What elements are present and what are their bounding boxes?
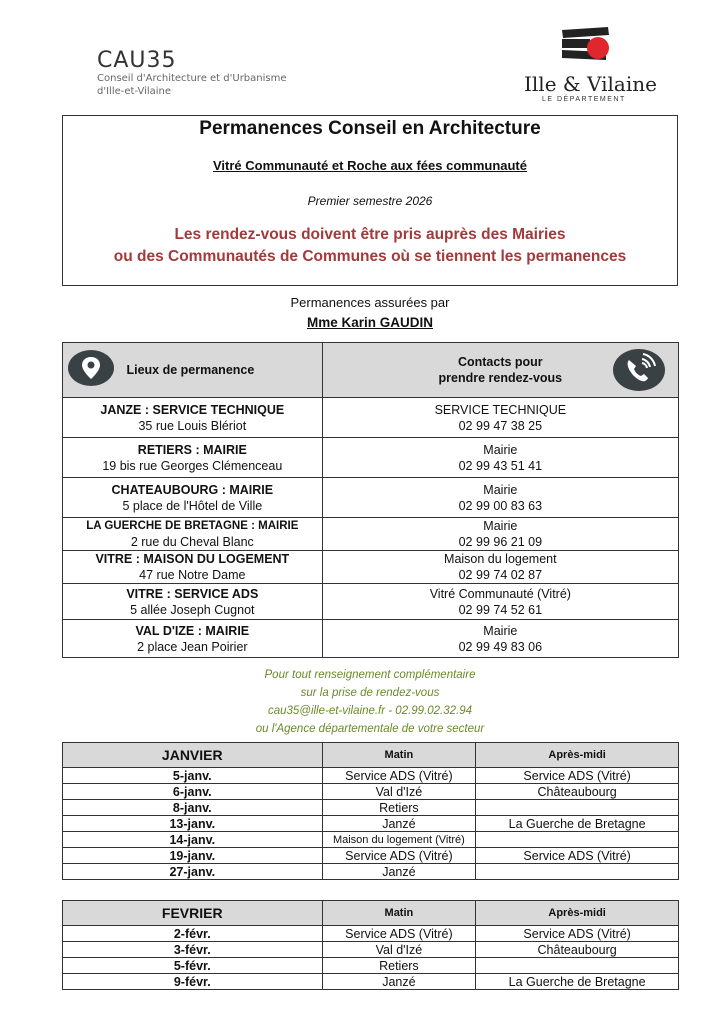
matin: Retiers xyxy=(322,800,476,816)
contact-phone: 02 99 74 52 61 xyxy=(458,602,543,617)
month-title: FEVRIER xyxy=(63,901,323,926)
contact-name: Vitré Communauté (Vitré) xyxy=(429,586,571,601)
matin: Val d'Izé xyxy=(322,784,476,800)
schedule-row xyxy=(63,864,679,880)
day: 6-janv. xyxy=(63,784,323,800)
day: 14-janv. xyxy=(63,832,323,848)
day: 27-janv. xyxy=(63,864,323,880)
schedule-row xyxy=(63,816,679,832)
place-name: JANZE : SERVICE TECHNIQUE xyxy=(100,402,285,417)
place-name: CHATEAUBOURG : MAIRIE xyxy=(111,482,274,497)
apres-midi: Châteaubourg xyxy=(476,784,679,800)
place-address: 2 rue du Cheval Blanc xyxy=(130,535,254,549)
contact-name: Mairie xyxy=(483,482,518,497)
contact-phone: 02 99 96 21 09 xyxy=(458,535,543,549)
february-header-row xyxy=(63,901,679,926)
place-name: VAL D'IZE : MAIRIE xyxy=(135,623,250,638)
contact-row xyxy=(63,620,679,658)
col-matin: Matin xyxy=(322,901,476,926)
matin: Maison du logement (Vitré) xyxy=(322,832,476,848)
contact-name: Maison du logement xyxy=(444,552,557,566)
matin: Retiers xyxy=(322,958,476,974)
contact-name: Mairie xyxy=(483,442,518,457)
contacts-header-row xyxy=(63,343,679,398)
day: 5-févr. xyxy=(63,958,323,974)
notice-line2: ou des Communautés de Communes où se tiennent les permanences xyxy=(113,248,627,265)
ille-et-vilaine-emblem-icon xyxy=(520,26,660,76)
phone-icon xyxy=(612,348,666,392)
contact-row xyxy=(63,518,679,551)
apres-midi: La Guerche de Bretagne xyxy=(476,816,679,832)
place-name: VITRE : SERVICE ADS xyxy=(126,586,259,601)
place-address: 2 place Jean Poirier xyxy=(137,639,248,654)
schedule-row xyxy=(63,800,679,816)
january-header-row xyxy=(63,743,679,768)
contact-row xyxy=(63,478,679,518)
schedule-row xyxy=(63,942,679,958)
day: 8-janv. xyxy=(63,800,323,816)
places-header xyxy=(63,343,323,398)
apres-midi xyxy=(476,958,679,974)
apres-midi: Service ADS (Vitré) xyxy=(476,926,679,942)
schedule-row xyxy=(63,926,679,942)
matin: Service ADS (Vitré) xyxy=(322,926,476,942)
matin: Janzé xyxy=(322,816,476,832)
ille-et-vilaine-name: Ille & Vilaine xyxy=(524,72,657,96)
day: 9-févr. xyxy=(63,974,323,990)
info-line1: Pour tout renseignement complémentaire xyxy=(264,669,476,681)
info-line4: ou l'Agence départementale de votre secteur xyxy=(255,723,485,735)
location-pin-icon xyxy=(67,349,115,387)
info-line2: sur la prise de rendez-vous xyxy=(300,687,440,699)
apres-midi xyxy=(476,832,679,848)
apres-midi: Châteaubourg xyxy=(476,942,679,958)
subtitle: Vitré Communauté et Roche aux fées communauté xyxy=(212,158,527,173)
day: 13-janv. xyxy=(63,816,323,832)
contact-name: Mairie xyxy=(483,623,518,638)
apres-midi: Service ADS (Vitré) xyxy=(476,768,679,784)
matin: Val d'Izé xyxy=(322,942,476,958)
info-block xyxy=(62,666,678,738)
day: 3-févr. xyxy=(63,942,323,958)
month-title: JANVIER xyxy=(63,743,323,768)
contacts-table xyxy=(62,342,679,658)
matin: Service ADS (Vitré) xyxy=(322,848,476,864)
day: 2-févr. xyxy=(63,926,323,942)
place-address: 47 rue Notre Dame xyxy=(139,568,246,582)
schedule-row xyxy=(63,958,679,974)
notice-line1: Les rendez-vous doivent être pris auprès des Mairies xyxy=(174,226,566,243)
apres-midi: Service ADS (Vitré) xyxy=(476,848,679,864)
place-name: LA GUERCHE DE BRETAGNE : MAIRIE xyxy=(86,520,299,532)
cau35-line2: d'Ille-et-Vilaine xyxy=(97,86,172,97)
contact-phone: 02 99 47 38 25 xyxy=(458,418,543,433)
matin: Service ADS (Vitré) xyxy=(322,768,476,784)
place-name: VITRE : MAISON DU LOGEMENT xyxy=(95,552,290,566)
col-apres-midi: Après-midi xyxy=(476,901,679,926)
place-address: 5 place de l'Hôtel de Ville xyxy=(122,498,263,513)
january-table xyxy=(62,742,679,880)
permanence-person: Mme Karin GAUDIN xyxy=(306,315,433,330)
permanence-label: Permanences assurées par xyxy=(290,295,450,310)
contact-phone: 02 99 49 83 06 xyxy=(458,639,543,654)
ille-et-vilaine-sub: LE DÉPARTEMENT xyxy=(542,96,626,103)
info-email[interactable]: cau35@ille-et-vilaine.fr - 02.99.02.32.94 xyxy=(267,705,473,717)
contact-phone: 02 99 74 02 87 xyxy=(458,568,543,582)
schedule-row xyxy=(63,832,679,848)
day: 5-janv. xyxy=(63,768,323,784)
contacts-header xyxy=(322,343,678,398)
schedule-row xyxy=(63,784,679,800)
ille-et-vilaine-logo xyxy=(520,26,660,106)
february-table xyxy=(62,900,679,990)
place-name: RETIERS : MAIRIE xyxy=(137,442,247,457)
cau35-name: CAU35 xyxy=(97,48,177,73)
contact-row xyxy=(63,398,679,438)
contacts-header-line2: prendre rendez-vous xyxy=(438,371,563,385)
place-address: 19 bis rue Georges Clémenceau xyxy=(102,458,283,473)
place-address: 35 rue Louis Blériot xyxy=(138,418,247,433)
apres-midi: La Guerche de Bretagne xyxy=(476,974,679,990)
contact-phone: 02 99 00 83 63 xyxy=(458,498,543,513)
period: Premier semestre 2026 xyxy=(307,194,433,208)
day: 19-janv. xyxy=(63,848,323,864)
contact-name: SERVICE TECHNIQUE xyxy=(434,402,567,417)
apres-midi xyxy=(476,800,679,816)
cau35-line1: Conseil d'Architecture et d'Urbanisme xyxy=(97,73,287,84)
apres-midi xyxy=(476,864,679,880)
matin: Janzé xyxy=(322,974,476,990)
contact-row xyxy=(63,438,679,478)
contacts-header-line1: Contacts pour xyxy=(457,355,543,369)
contact-phone: 02 99 43 51 41 xyxy=(458,458,543,473)
schedule-row xyxy=(63,974,679,990)
col-apres-midi: Après-midi xyxy=(476,743,679,768)
places-header-label: Lieux de permanence xyxy=(126,363,255,377)
contact-row xyxy=(63,584,679,620)
cau35-logo xyxy=(97,50,287,98)
contact-name: Mairie xyxy=(483,519,518,533)
matin: Janzé xyxy=(322,864,476,880)
place-address: 5 allée Joseph Cugnot xyxy=(130,602,255,617)
schedule-row xyxy=(63,848,679,864)
page-title: Permanences Conseil en Architecture xyxy=(199,118,541,139)
col-matin: Matin xyxy=(322,743,476,768)
contact-row xyxy=(63,551,679,584)
title-box xyxy=(62,115,678,286)
notice xyxy=(63,224,677,268)
schedule-row xyxy=(63,768,679,784)
